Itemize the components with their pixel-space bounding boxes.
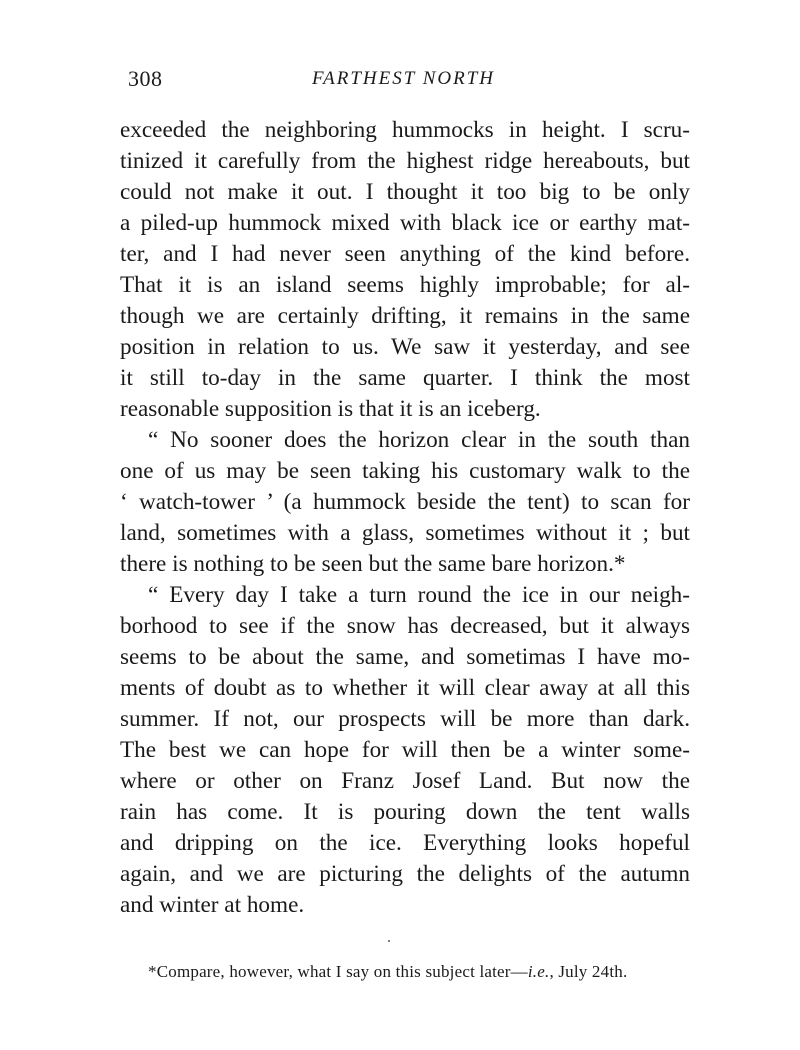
footnote-text: Compare, however, what I say on this subject later— [156,962,528,981]
text-line: it still to-day in the same quarter. I think the most [120,365,690,391]
text-line: position in relation to us. We saw it yesterday, and see [120,334,690,360]
text-line: and winter at home. [120,892,305,918]
running-head [0,66,800,96]
footnote [148,962,688,982]
page-number: 308 [128,66,163,91]
text-line: borhood to see if the snow has decreased, but it always [120,613,690,639]
text-line: summer. If not, our prospects will be more than dark. [120,706,690,732]
text-line: ments of doubt as to whether it will clear away at all this [120,675,690,701]
text-line: where or other on Franz Josef Land. But now the [120,768,690,794]
text-line: could not make it out. I thought it too big to be only [120,179,690,205]
text-line: ter, and I had never seen anything of the kind before. [120,241,690,267]
text-line: reasonable supposition is that it is an iceberg. [120,396,541,422]
running-title: FARTHEST NORTH [312,68,496,89]
text-line: “ Every day I take a turn round the ice in our neigh- [148,582,690,608]
text-line: seems to be about the same, and sometimas I have mo- [120,644,690,670]
text-line: rain has come. It is pouring down the tent walls [120,799,690,825]
footnote-text-end: , July 24th. [549,962,628,981]
footnote-emphasis: i.e. [527,962,550,981]
print-speck [388,940,390,942]
text-line: again, and we are picturing the delights of the autumn [120,861,690,887]
text-line: one of us may be seen taking his customary walk to the [120,458,690,484]
footnote-marker: * [148,962,157,981]
text-line: That it is an island seems highly improbable; for al- [120,272,690,298]
text-line: and dripping on the ice. Everything looks hopeful [120,830,690,856]
text-line: a piled-up hummock mixed with black ice or earthy mat- [120,210,690,236]
text-line: tinized it carefully from the highest ridge hereabouts, but [120,148,690,174]
text-line: though we are certainly drifting, it remains in the same [120,303,690,329]
text-line: exceeded the neighboring hummocks in height. I scru- [120,117,690,143]
text-line: land, sometimes with a glass, sometimes without it ; but [120,520,690,546]
text-line: “ No sooner does the horizon clear in the south than [148,427,690,453]
text-line: ‘ watch-tower ’ (a hummock beside the tent) to scan for [120,489,690,515]
body-text [120,115,690,921]
text-line: there is nothing to be seen but the same bare horizon.* [120,551,626,577]
text-line: The best we can hope for will then be a winter some- [120,737,690,763]
